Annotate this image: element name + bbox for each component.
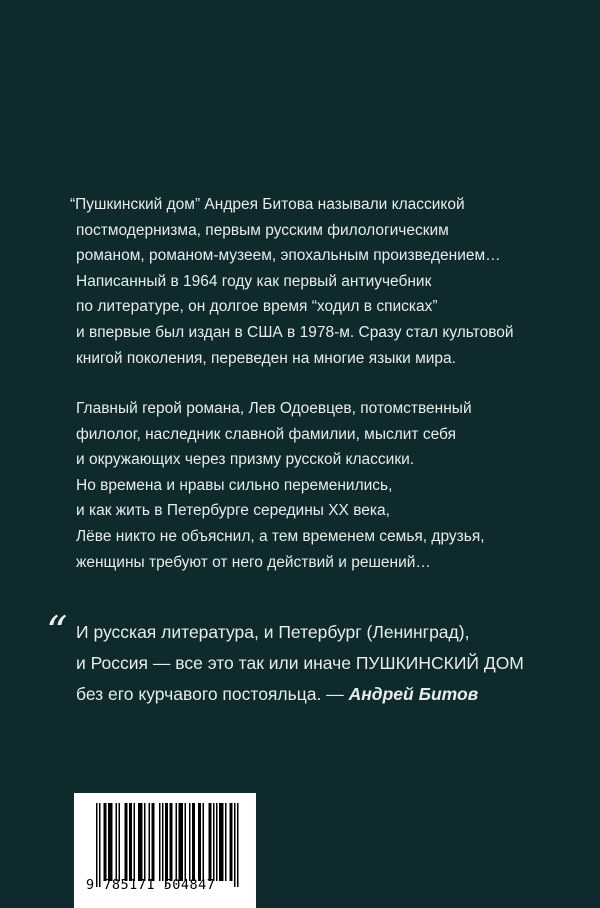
text-line: “Пушкинский дом” Андрея Битова называли классикой [70, 196, 465, 213]
quote-line [76, 679, 524, 710]
text-line: филолог, наследник славной фамилии, мыслит себя [76, 425, 456, 443]
isbn-number: 9 785171 504847 [86, 877, 216, 893]
text-line: и впервые был издан в США в 1978-м. Сразу стал культовой [76, 323, 514, 341]
quote-line: И русская литература, и Петербург (Ленинград), [76, 622, 470, 642]
text-line: женщины требуют от него действий и решений… [76, 553, 431, 571]
text-line: романом, романом-музеем, эпохальным произведением… [76, 247, 501, 265]
description-paragraph-1 [70, 192, 546, 371]
text-line: по литературе, он долгое время “ходил в списках” [76, 298, 438, 316]
text-line: Лёве никто не объяснил, а тем временем семья, друзья, [76, 527, 485, 545]
description-paragraph-2 [76, 396, 546, 575]
text-line: Написанный в 1964 году как первый антиучебник [76, 272, 432, 290]
quote-line-text: без его курчавого постояльца. — [76, 684, 349, 704]
text-line: Но времена и нравы сильно переменились, [76, 476, 393, 494]
text-line: и как жить в Петербурге середины XX века, [76, 502, 390, 520]
quote-mark-icon: “ [46, 607, 68, 656]
text-line: книгой поколения, переведен на многие языки мира. [76, 349, 456, 367]
text-line: Главный герой романа, Лев Одоевцев, потомственный [76, 400, 472, 417]
quote-author: Андрей Битов [348, 684, 479, 704]
quote-text [76, 617, 524, 710]
barcode [74, 793, 256, 908]
text-line: и окружающих через призму русской классики. [76, 451, 415, 469]
quote-line: и Россия — все это так или иначе ПУШКИНСКИЙ ДОМ [76, 653, 524, 673]
text-line: постмодернизма, первым русским филологическим [76, 221, 449, 239]
